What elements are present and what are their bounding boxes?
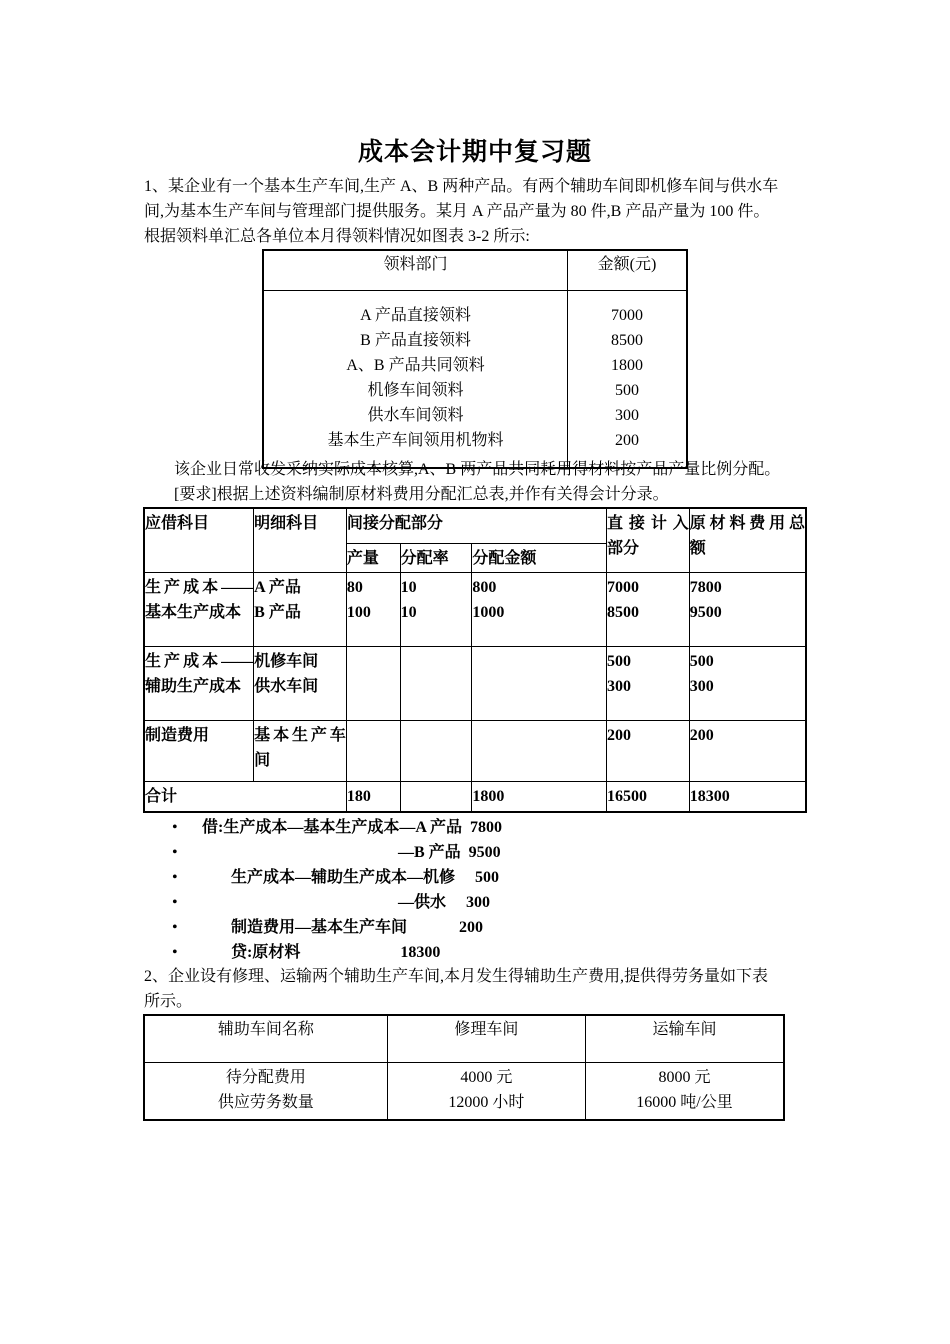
header-workshop-name: 辅助车间名称 — [144, 1015, 387, 1063]
repair-cell — [387, 1063, 585, 1121]
bullet: • — [172, 819, 178, 836]
table-header-row — [263, 250, 687, 291]
account-cell — [144, 572, 254, 646]
total-amount: 1800 — [472, 781, 607, 812]
header-rate: 分配率 — [400, 543, 472, 572]
list-item — [172, 940, 441, 965]
amount-cell: 7000 — [611, 307, 643, 324]
row-label: 待分配费用 — [225, 1069, 306, 1086]
total-value: 300 — [689, 677, 714, 695]
quantity-cell — [346, 646, 400, 720]
header-account: 应借科目 — [144, 508, 254, 572]
account-line: 生产成本—— — [145, 652, 254, 670]
amount-cell — [472, 720, 607, 781]
q1-intro-line: 根据领料单汇总各单位本月得领料情况如图表 3-2 所示: — [144, 228, 530, 245]
detail-line: B 产品 — [254, 603, 301, 621]
amount-cell: 300 — [615, 407, 639, 424]
entry-text: 贷:原材料 18300 — [231, 944, 441, 961]
q2-intro-line: 2、企业设有修理、运输两个辅助生产车间,本月发生得辅助生产费用,提供得劳务量如下表 — [144, 968, 769, 985]
direct-cell: 200 — [606, 720, 689, 781]
amount-cell: 200 — [615, 432, 639, 449]
account-line: 生产成本—— — [145, 578, 254, 596]
department-cell: B 产品直接领料 — [360, 332, 471, 349]
entry-text: 制造费用—基本生产车间 200 — [231, 919, 484, 936]
detail-line: 间 — [254, 751, 271, 769]
table-body-row — [263, 291, 687, 469]
detail-line: 机修车间 — [254, 652, 319, 670]
rate-value: 10 — [400, 578, 417, 596]
direct-value: 300 — [606, 677, 631, 695]
direct-cell — [606, 646, 689, 720]
header-detail: 明细科目 — [254, 508, 347, 572]
total-quantity: 180 — [346, 781, 400, 812]
q1-intro-line: 1、某企业有一个基本生产车间,生产 A、B 两种产品。有两个辅助车间即机修车间与供水车 — [144, 178, 779, 195]
quantity-cell — [346, 720, 400, 781]
header-direct — [606, 508, 689, 572]
rate-cell — [400, 572, 472, 646]
table-header-row — [144, 1015, 784, 1063]
header-total-line: 额 — [689, 540, 706, 557]
list-item — [172, 865, 500, 890]
table-row — [144, 720, 806, 781]
table-row — [144, 646, 806, 720]
total-cell — [689, 646, 806, 720]
header-direct-line: 直接计入 — [606, 515, 689, 532]
list-item — [172, 840, 501, 865]
amount-cell: 1800 — [611, 357, 643, 374]
header-indirect: 间接分配部分 — [346, 508, 606, 543]
amount-cell — [472, 572, 607, 646]
detail-line: 供水车间 — [254, 677, 319, 695]
total-direct: 16500 — [606, 781, 689, 812]
document-title: 成本会计期中复习题 — [357, 139, 592, 166]
table-row — [144, 572, 806, 646]
detail-cell — [254, 646, 347, 720]
bullet: • — [172, 844, 178, 861]
auxiliary-workshop-table — [143, 1014, 785, 1121]
q2-intro — [144, 964, 808, 1014]
total-rate — [400, 781, 472, 812]
department-cell: 供水车间领料 — [367, 407, 464, 424]
direct-value: 7000 — [606, 578, 639, 596]
table-row — [144, 1063, 784, 1121]
direct-value: 500 — [606, 652, 631, 670]
quantity-cell — [346, 572, 400, 646]
detail-cell — [254, 572, 347, 646]
department-column — [263, 291, 568, 469]
header-amount: 分配金额 — [472, 543, 607, 572]
rate-value: 10 — [400, 603, 417, 621]
department-cell: A 产品直接领料 — [360, 307, 471, 324]
direct-value: 8500 — [606, 603, 639, 621]
bullet: • — [172, 944, 178, 961]
department-cell: 机修车间领料 — [367, 382, 464, 399]
detail-line: A 产品 — [254, 578, 301, 596]
department-cell: 基本生产车间领用机物料 — [327, 432, 504, 449]
total-cell: 200 — [689, 720, 806, 781]
amount-cell — [472, 646, 607, 720]
quantity-value: 80 — [346, 578, 363, 596]
material-requisition-table — [262, 249, 688, 469]
account-cell — [144, 646, 254, 720]
entry-text: —B 产品 9500 — [398, 844, 501, 861]
direct-cell — [606, 572, 689, 646]
q1-intro — [144, 174, 808, 249]
account-line: 辅助生产成本 — [145, 677, 242, 695]
header-transport: 运输车间 — [586, 1015, 784, 1063]
method-note: 该企业日常收发采纳实际成本核算,A、B 两产品共同耗用得材料按产品产量比例分配。 — [174, 461, 781, 478]
header-quantity: 产量 — [346, 543, 400, 572]
account-cell: 制造费用 — [144, 720, 254, 781]
allocation-summary-table — [143, 507, 807, 813]
header-department: 领料部门 — [263, 250, 568, 291]
quantity-value: 100 — [346, 603, 371, 621]
detail-line: 基本生产车 — [254, 726, 346, 744]
entry-text: 借:生产成本—基本生产成本—A 产品 7800 — [202, 819, 503, 836]
journal-entries — [172, 815, 503, 965]
row-label: 供应劳务数量 — [217, 1094, 314, 1111]
entry-text: —供水 300 — [398, 894, 491, 911]
header-direct-line: 部分 — [606, 540, 639, 557]
entry-text: 生产成本—辅助生产成本—机修 500 — [231, 869, 500, 886]
department-cell: A、B 产品共同领料 — [346, 357, 485, 374]
row-labels-cell — [144, 1063, 387, 1121]
account-line: 基本生产成本 — [145, 603, 242, 621]
total-value: 7800 — [689, 578, 722, 596]
list-item — [172, 915, 484, 940]
amount-cell: 500 — [615, 382, 639, 399]
list-item — [172, 890, 491, 915]
total-cell — [689, 572, 806, 646]
transport-value: 16000 吨/公里 — [636, 1094, 733, 1111]
q1-intro-line: 间,为基本生产车间与管理部门提供服务。某月 A 产品产量为 80 件,B 产品产量为 100 件。 — [144, 203, 770, 220]
transport-cell — [586, 1063, 784, 1121]
amount-value: 800 — [472, 578, 497, 596]
header-amount: 金额(元) — [568, 250, 688, 291]
grand-total: 18300 — [689, 781, 806, 812]
detail-cell — [254, 720, 347, 781]
list-item — [172, 815, 503, 840]
bullet: • — [172, 869, 178, 886]
total-value: 9500 — [689, 603, 722, 621]
bullet: • — [172, 919, 178, 936]
header-total-line: 原材料费用总 — [689, 515, 805, 532]
table-header-row — [144, 508, 806, 543]
repair-value: 4000 元 — [460, 1069, 513, 1086]
bullet: • — [172, 894, 178, 911]
header-total — [689, 508, 806, 572]
requirement-note: [要求]根据上述资料编制原材料费用分配汇总表,并作有关得会计分录。 — [174, 486, 669, 503]
rate-cell — [400, 720, 472, 781]
q1-requirements — [144, 457, 808, 507]
total-value: 500 — [689, 652, 714, 670]
rate-cell — [400, 646, 472, 720]
amount-column — [568, 291, 688, 469]
repair-value: 12000 小时 — [448, 1094, 525, 1111]
header-repair: 修理车间 — [387, 1015, 585, 1063]
amount-cell: 8500 — [611, 332, 643, 349]
total-label: 合计 — [144, 781, 346, 812]
transport-value: 8000 元 — [658, 1069, 711, 1086]
amount-value: 1000 — [472, 603, 505, 621]
table-total-row — [144, 781, 806, 812]
q2-intro-line: 所示。 — [144, 993, 193, 1010]
